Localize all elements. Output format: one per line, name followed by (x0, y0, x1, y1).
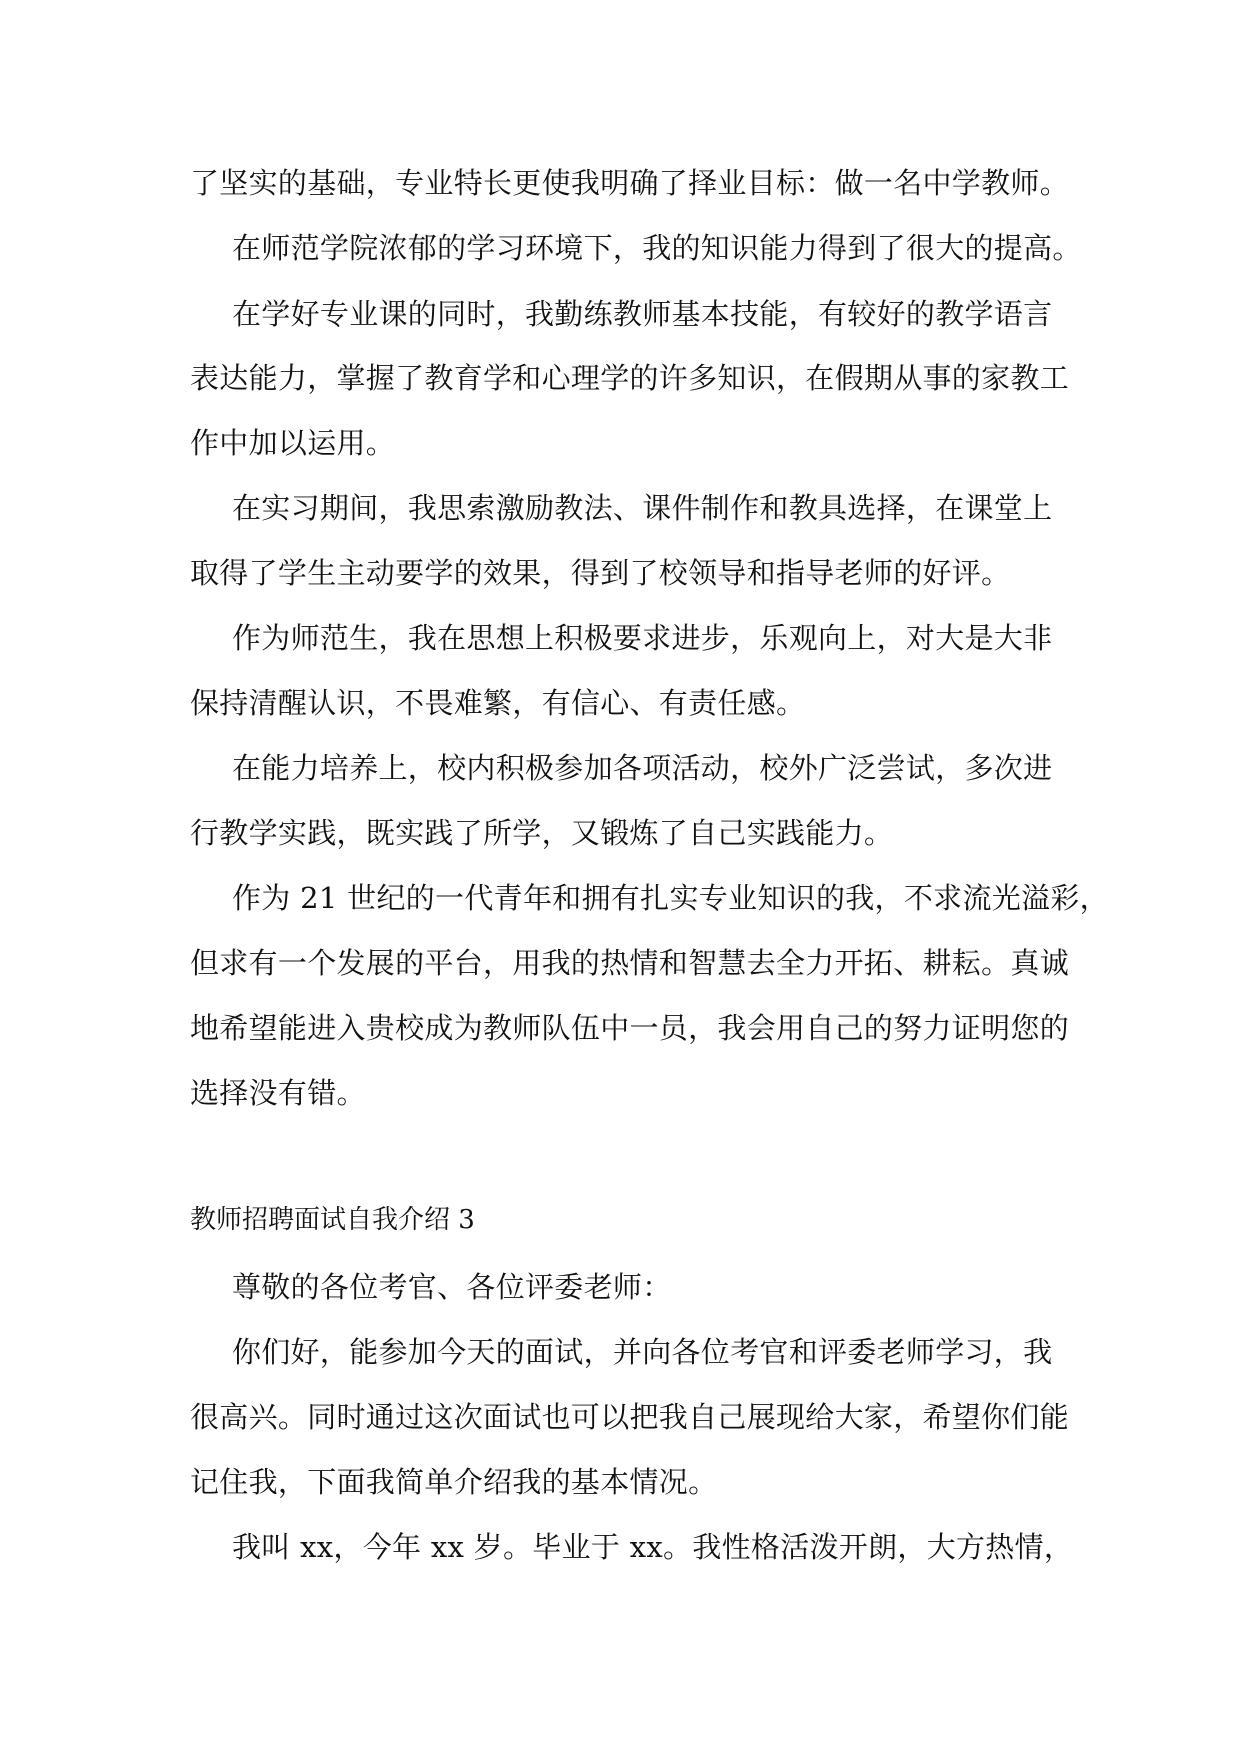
text-line: 地希望能进入贵校成为教师队伍中一员，我会用自己的努力证明您的 (190, 1011, 1070, 1045)
text-line: 了坚实的基础，专业特长更使我明确了择业目标：做一名中学教师。 (190, 166, 1070, 200)
text-line: 但求有一个发展的平台，用我的热情和智慧去全力开拓、耕耘。真诚 (190, 946, 1070, 980)
text-line: 作为师范生，我在思想上积极要求进步，乐观向上，对大是大非 (232, 621, 1053, 655)
text-line: 保持清醒认识，不畏难繁，有信心、有责任感。 (190, 686, 806, 720)
section-heading: 教师招聘面试自我介绍 3 (190, 1205, 475, 1235)
text-line: 很高兴。同时通过这次面试也可以把我自己展现给大家，希望你们能 (190, 1400, 1070, 1434)
text-line: 作中加以运用。 (190, 426, 396, 460)
text-line: 你们好，能参加今天的面试，并向各位考官和评委老师学习，我 (232, 1335, 1053, 1369)
text-line: 尊敬的各位考官、各位评委老师： (232, 1270, 672, 1304)
text-line: 取得了学生主动要学的效果，得到了校领导和指导老师的好评。 (190, 556, 1011, 590)
text-line: 在实习期间，我思索激励教法、课件制作和教具选择，在课堂上 (232, 491, 1053, 525)
text-line: 在师范学院浓郁的学习环境下，我的知识能力得到了很大的提高。 (232, 231, 1082, 265)
text-line: 在学好专业课的同时，我勤练教师基本技能，有较好的教学语言 (232, 297, 1053, 331)
text-line: 在能力培养上，校内积极参加各项活动，校外广泛尝试，多次进 (232, 751, 1053, 785)
text-line: 行教学实践，既实践了所学，又锻炼了自己实践能力。 (190, 816, 894, 850)
text-line: 我叫 xx，今年 xx 岁。毕业于 xx。我性格活泼开朗，大方热情， (232, 1530, 1074, 1564)
text-line: 作为 21 世纪的一代青年和拥有扎实专业知识的我，不求流光溢彩， (232, 881, 1109, 915)
text-line: 记住我，下面我简单介绍我的基本情况。 (190, 1465, 718, 1499)
text-line: 表达能力，掌握了教育学和心理学的许多知识，在假期从事的家教工 (190, 361, 1070, 395)
text-line: 选择没有错。 (190, 1076, 366, 1110)
